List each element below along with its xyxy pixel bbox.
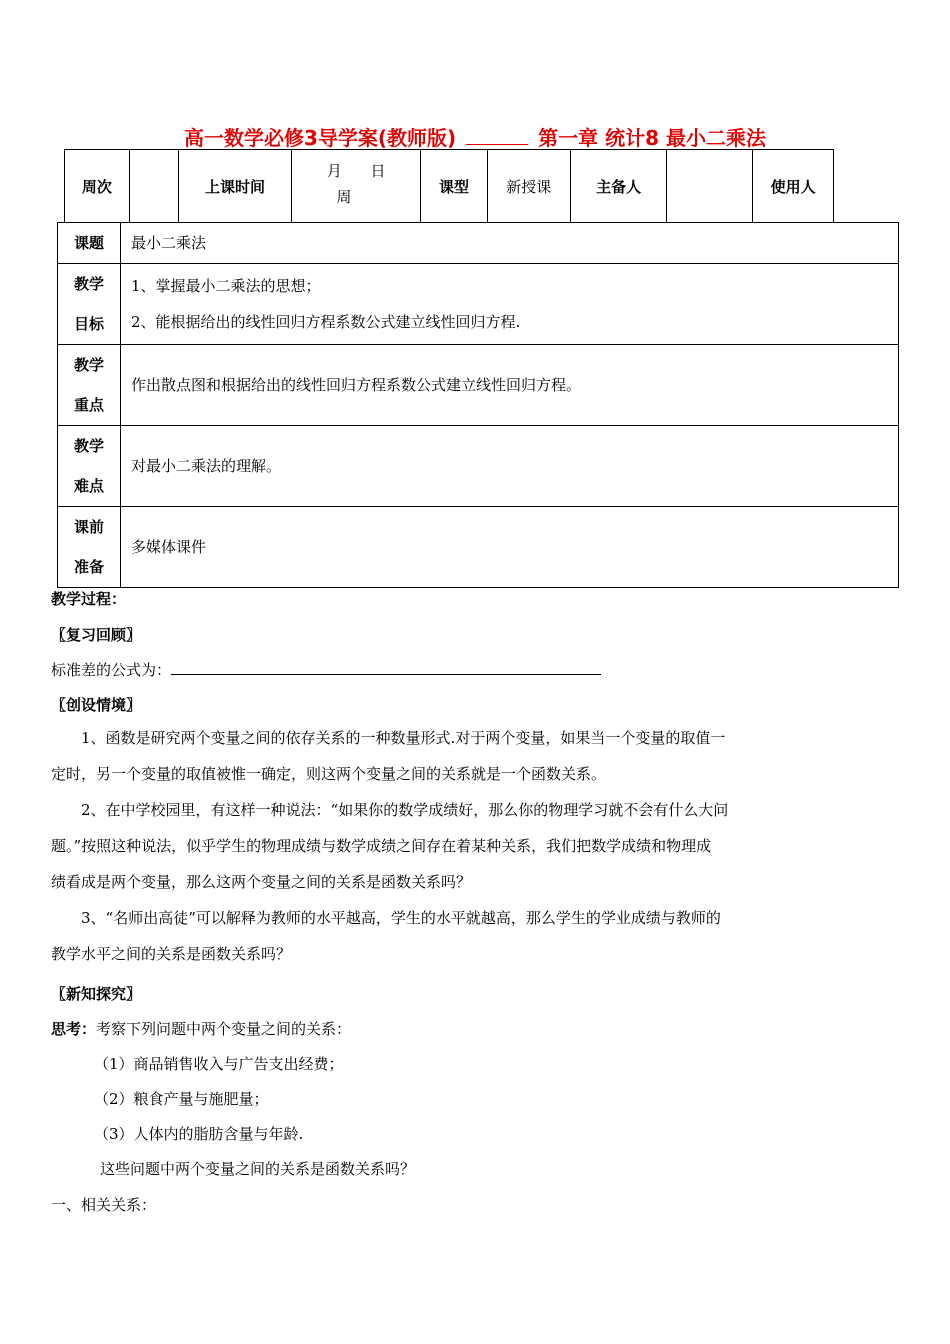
day-label: 日 <box>370 162 386 180</box>
goals-cell <box>121 264 899 345</box>
review-heading: 〖复习回顾〗 <box>51 626 142 644</box>
time-value <box>292 150 421 223</box>
process-heading: 教学过程： <box>51 590 127 608</box>
header-table <box>64 149 834 223</box>
title-left: 高一数学必修3导学案(教师版) <box>183 126 457 150</box>
weekday-label: 周 <box>336 188 352 206</box>
focus-label-2: 重点 <box>73 396 104 414</box>
type-label: 课型 <box>421 150 488 223</box>
paragraph-line: 题。”按照这种说法，似乎学生的物理成绩与数学成绩之间存在着某种关系，我们把数学成绩和物理成 <box>51 837 712 855</box>
think-text: 考察下列问题中两个变量之间的关系： <box>96 1020 352 1038</box>
goal-label <box>58 264 121 345</box>
paragraph-line: 定时，另一个变量的取值被惟一确定，则这两个变量之间的关系就是一个函数关系。 <box>51 765 607 783</box>
situation-text <box>51 720 811 972</box>
review-text: 标准差的公式为： <box>51 661 172 679</box>
situation-heading: 〖创设情境〗 <box>51 696 142 714</box>
goal-item: 1、掌握最小二乘法的思想； <box>131 277 321 295</box>
week-value <box>129 150 178 223</box>
focus-label <box>58 345 121 426</box>
title-underline <box>466 126 528 145</box>
focus-label-1: 教学 <box>73 356 104 374</box>
list-item: （3）人体内的脂肪含量与年龄. <box>94 1125 304 1143</box>
review-line <box>51 659 601 680</box>
think-label: 思考： <box>51 1020 97 1038</box>
difficulty-value: 对最小二乘法的理解。 <box>121 426 899 507</box>
focus-value: 作出散点图和根据给出的线性回归方程系数公式建立线性回归方程。 <box>121 345 899 426</box>
difficulty-label-2: 难点 <box>73 477 104 495</box>
explore-heading: 〖新知探究〗 <box>51 985 142 1003</box>
time-label: 上课时间 <box>178 150 292 223</box>
paragraph-line: 教学水平之间的关系是函数关系吗？ <box>51 945 292 963</box>
list-item: （2）粮食产量与施肥量； <box>94 1090 269 1108</box>
prep-label-2: 准备 <box>73 558 104 576</box>
think-line <box>51 1018 351 1039</box>
page-title <box>0 122 950 151</box>
prep-value: 多媒体课件 <box>121 507 899 588</box>
user-label: 使用人 <box>753 150 834 223</box>
paragraph-line: 1、函数是研究两个变量之间的依存关系的一种数量形式.对于两个变量，如果当一个变量的取值一 <box>81 729 726 747</box>
paragraph-line: 3、“名师出高徒”可以解释为教师的水平越高，学生的水平就越高，那么学生的学业成绩与教师的 <box>81 909 721 927</box>
prep-label <box>58 507 121 588</box>
goal-label-1: 教学 <box>73 275 104 293</box>
prep-label-1: 课前 <box>73 518 104 536</box>
difficulty-label-1: 教学 <box>73 437 104 455</box>
topic-label: 课题 <box>58 223 121 264</box>
type-value: 新授课 <box>487 150 570 223</box>
month-label: 月 <box>326 162 342 180</box>
goal-item: 2、能根据给出的线性回归方程系数公式建立线性回归方程. <box>131 313 521 331</box>
title-right: 第一章 统计8 最小二乘法 <box>538 126 767 150</box>
section-heading: 一、相关关系： <box>51 1196 157 1214</box>
topic-value: 最小二乘法 <box>121 223 899 264</box>
goal-label-2: 目标 <box>73 315 104 333</box>
preparer-label: 主备人 <box>570 150 667 223</box>
preparer-value <box>667 150 753 223</box>
paragraph-line: 绩看成是两个变量，那么这两个变量之间的关系是函数关系吗？ <box>51 873 472 891</box>
week-label: 周次 <box>65 150 130 223</box>
answer-blank <box>171 660 601 675</box>
list-item: （1）商品销售收入与广告支出经费； <box>94 1055 344 1073</box>
info-table <box>57 222 899 588</box>
difficulty-label <box>58 426 121 507</box>
question-line: 这些问题中两个变量之间的关系是函数关系吗？ <box>100 1160 416 1178</box>
paragraph-line: 2、在中学校园里，有这样一种说法：“如果你的数学成绩好，那么你的物理学习就不会有什么大问 <box>81 801 729 819</box>
